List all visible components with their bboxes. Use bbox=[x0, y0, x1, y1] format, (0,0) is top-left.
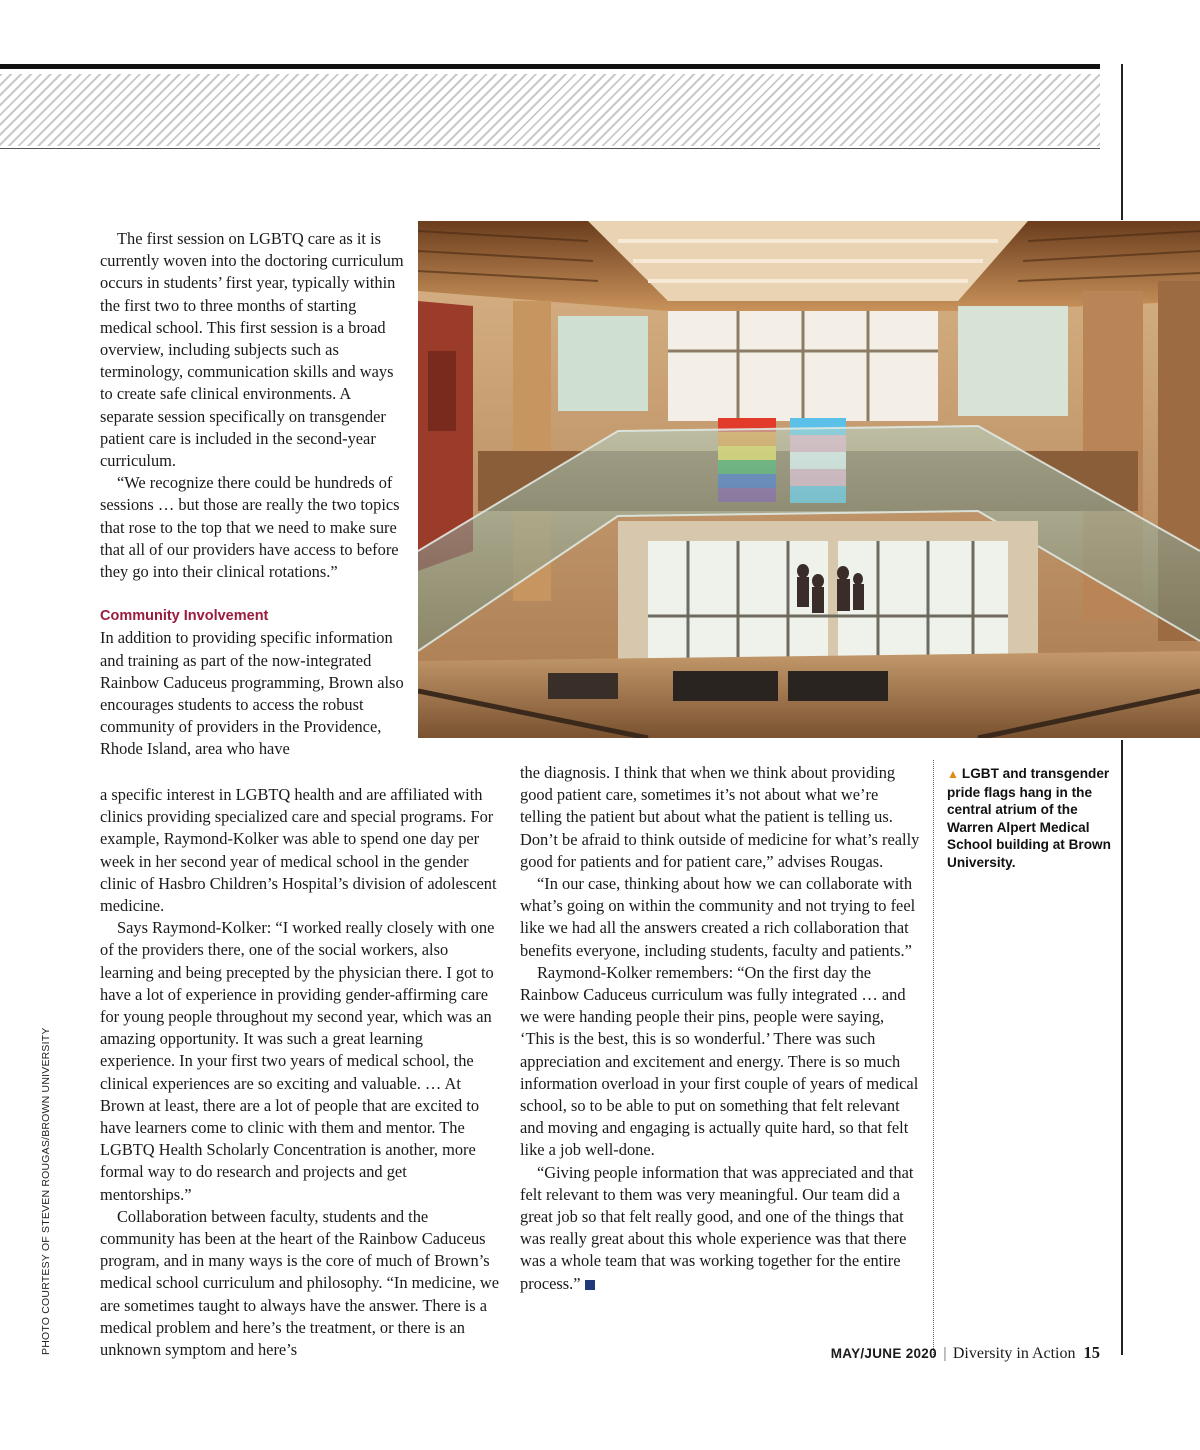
article-column-left-bottom bbox=[100, 784, 500, 1361]
paragraph: “In our case, thinking about how we can collaborate with what’s going on within the community and not trying to feel like we had all the answers created a rich collaboration that benefits everyone, including students, faculty and patients.” bbox=[520, 874, 916, 960]
footer-separator: | bbox=[942, 1345, 947, 1362]
paragraph: Collaboration between faculty, students and the community has been at the heart of the Rainbow Caduceus program, and in many ways is the core of much of Brown’s medical school curriculum and philosophy. “In medicine, we are sometimes taught to always have the answer. There is a medical problem and here’s the treatment, or there is an unknown symptom and here’s bbox=[100, 1206, 500, 1360]
paragraph: “We recognize there could be hundreds of sessions … but those are really the two topics that rose to the top that we need to make sure that all of our providers have access to before they go into their clinical rotations.” bbox=[100, 473, 400, 582]
footer-publication: Diversity in Action bbox=[952, 1345, 1076, 1362]
triangle-up-icon: ▲ bbox=[947, 767, 959, 781]
article-column-left-top bbox=[100, 228, 405, 761]
right-margin-rule-bottom bbox=[1121, 740, 1123, 1355]
photo-caption bbox=[947, 765, 1117, 871]
page-footer bbox=[831, 1343, 1100, 1363]
caption-divider bbox=[933, 760, 934, 1357]
paragraph: a specific interest in LGBTQ health and are affiliated with clinics providing specialized care and special programs. For example, Raymond-Kolker was able to spend one day per week in her second year of medical school in the gender clinic of Hasbro Children’s Hospital’s division of adolescent medicine. bbox=[100, 785, 497, 916]
right-margin-rule-top bbox=[1121, 64, 1123, 220]
paragraph: Raymond-Kolker remembers: “On the first day the Rainbow Caduceus curriculum was fully integrated … and we were handing people their pins, people were saying, ‘This is the best, this is so wonderful.’ There was such appreciation and excitement and energy. There is so much information overload in your first couple of years of medical school, so to be able to put on something that felt relevant and moving and engaging is actually quite hard, so that felt like a job well-done. bbox=[520, 962, 919, 1160]
paragraph: the diagnosis. I think that when we think about providing good patient care, sometimes it’s not about what we’re telling the patient but about what the patient is telling us. Don’t be afraid to think outside of medicine for what’s really good for patients and for patient care,” advises Rougas. bbox=[520, 763, 920, 871]
atrium-photo bbox=[418, 221, 1200, 738]
paragraph-text: “Giving people information that was appreciated and that felt relevant to them was very meaningful. Our team did a great job so that felt really good, and one of the things that was really great about this whole experience was that there was a whole team that was working together for the entire process.” bbox=[520, 1162, 914, 1293]
header-rule bbox=[0, 64, 1100, 69]
page-number: 15 bbox=[1083, 1343, 1100, 1362]
square-end-icon bbox=[585, 1280, 595, 1290]
paragraph: Says Raymond-Kolker: “I worked really closely with one of the providers there, one of the social workers, also learning and being precepted by the physician there. I got to have a lot of experience in providing gender-affirming care for young people throughout my second year, which was an amazing opportunity. It was such a great learning experience. In your first two years of medical school, the clinical experiences are so exciting and valuable. … At Brown at least, there are a lot of people that are excited to have learners come to clinic with them and mentor. The LGBTQ Health Scholarly Concentration is another, more formal way to do research and projects and get mentorships.” bbox=[100, 918, 495, 1204]
header-thin-rule bbox=[0, 148, 1100, 149]
section-subhead: Community Involvement bbox=[100, 608, 269, 625]
article-column-middle bbox=[520, 762, 920, 1295]
paragraph: The first session on LGBTQ care as it is currently woven into the doctoring curriculum occurs in students’ first year, typically within the first two to three months of starting medical school. This first session is a broad overview, including subjects such as terminology, communication skills and ways to create safe clinical environments. A separate session specifically on transgender patient care is included in the second-year curriculum. bbox=[100, 229, 404, 471]
caption-text: LGBT and transgender pride flags hang in the central atrium of the Warren Alpert Medical School building at Brown University. bbox=[947, 766, 1111, 870]
header-hatch-band bbox=[0, 74, 1100, 146]
footer-issue: MAY/JUNE 2020 bbox=[830, 1346, 937, 1361]
paragraph bbox=[520, 1162, 920, 1295]
paragraph: In addition to providing specific information and training as part of the now-integrated Rainbow Caduceus programming, Brown also encourages students to access the robust community of providers in the Providence, Rhode Island, area who have bbox=[100, 628, 404, 759]
photo-credit: PHOTO COURTESY OF STEVEN ROUGAS/BROWN UNIVERSITY bbox=[40, 1027, 52, 1355]
